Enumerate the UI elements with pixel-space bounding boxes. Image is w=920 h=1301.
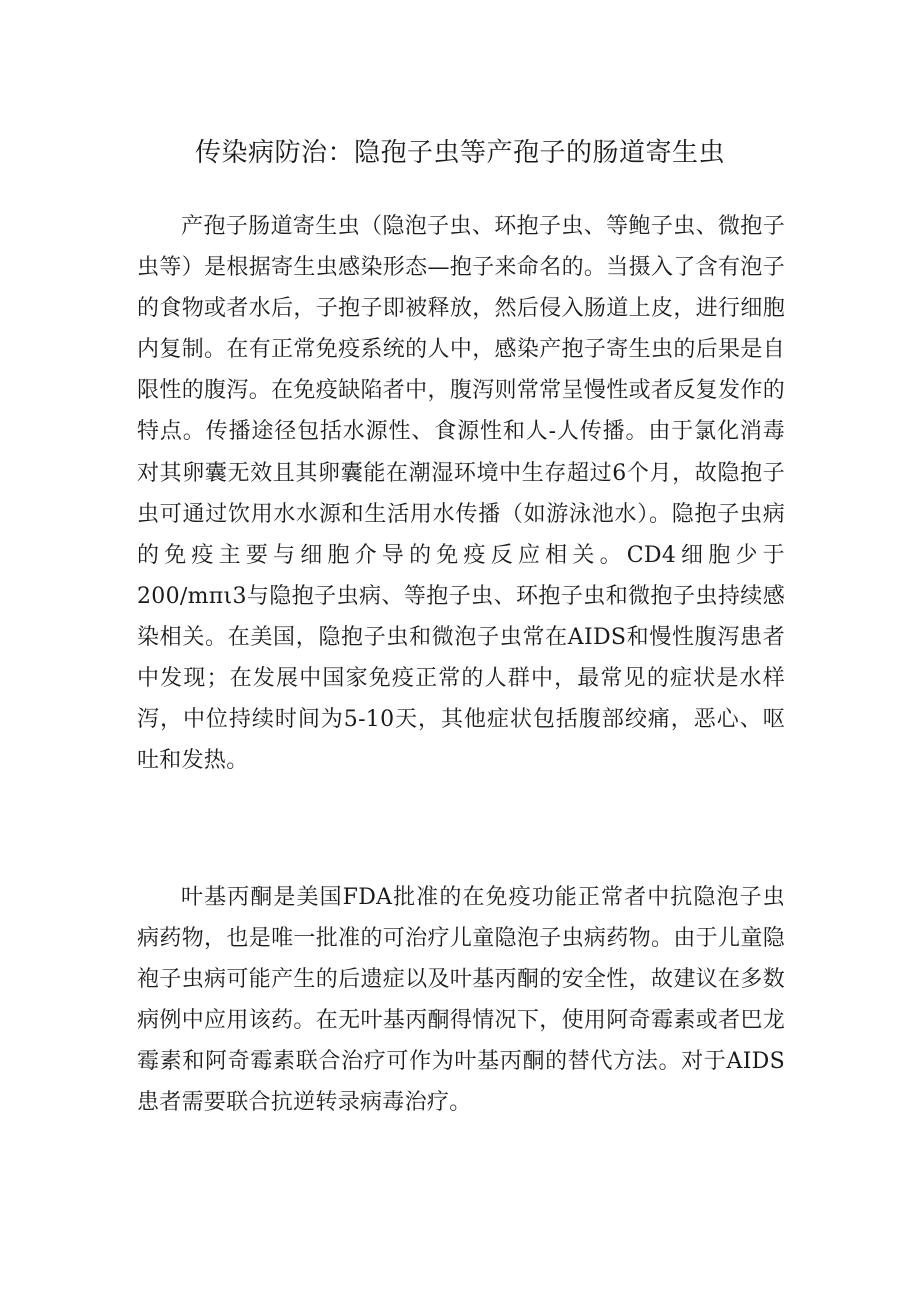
document-title: 传染病防治：隐孢子虫等产孢子的肠道寄生虫	[194, 138, 725, 168]
paragraph-2: 叶基丙酮是美国FDA批准的在免疫功能正常者中抗隐泡子虫病药物，也是唯一批准的可治疗儿童隐泡子虫病药物。由于儿童隐袍子虫病可能产生的后遗症以及叶基丙酮的安全性，故建议在多数病例中应用该药。在无叶基丙酮得情况下，使用阿奇霉素或者巴龙霉素和阿奇霉素联合治疗可作为叶基丙酮的替代方法。对于AIDS患者需要联合抗逆转录病毒治疗。	[137, 885, 785, 1116]
paragraph-1: 产孢子肠道寄生虫（隐泡子虫、环抱子虫、等鲍子虫、微抱子虫等）是根据寄生虫感染形态—抱子来命名的。当摄入了含有泡子的食物或者水后，子抱子即被释放，然后侵入肠道上皮，进行细胞内复制。在有正常免疫系统的人中，感染产抱子寄生虫的后果是自限性的腹泻。在免疫缺陷者中，腹泻则常常呈慢性或者反复发作的特点。传播途径包括水源性、食源性和人-人传播。由于氯化消毒对其卵囊无效且其卵囊能在潮湿环境中生存超过6个月，故隐抱子虫可通过饮用水水源和生活用水传播（如游泳池水）。隐抱子虫病的免疫主要与细胞介导的免疫反应相关。CD4细胞少于200∕mπι3与隐抱子虫病、等抱子虫、环抱子虫和微抱子虫持续感染相关。在美国，隐抱子虫和微泡子虫常在AIDS和慢性腹泻患者中发现；在发展中国家免疫正常的人群中，最常见的症状是水样泻，中位持续时间为5-10天，其他症状包括腹部绞痛，恶心、呕吐和发热。	[137, 214, 785, 774]
